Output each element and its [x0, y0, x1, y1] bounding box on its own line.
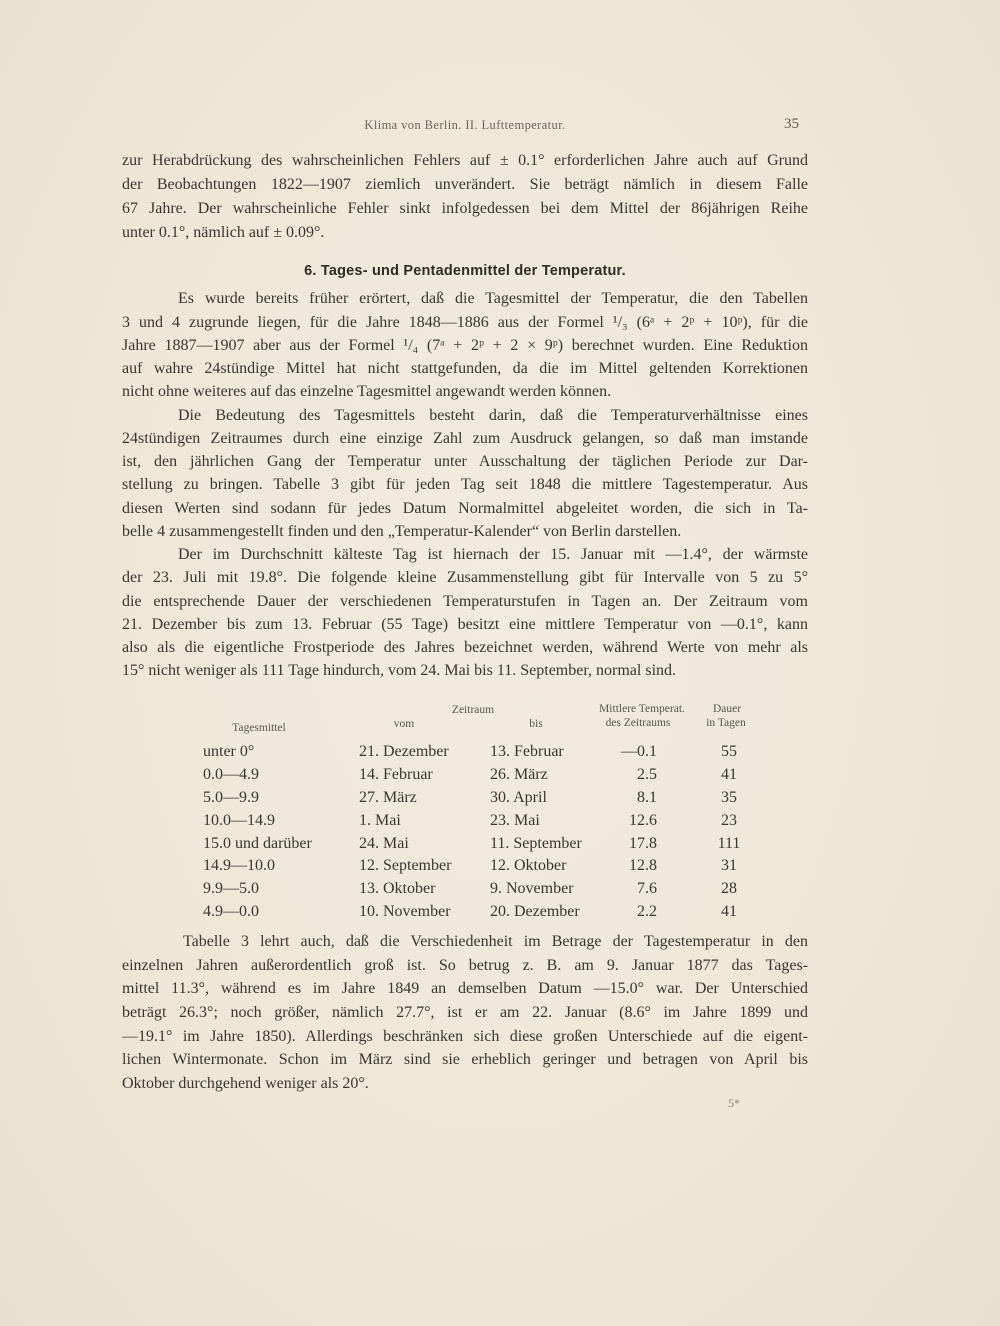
paragraph	[122, 287, 808, 403]
section-body	[122, 287, 808, 682]
cell-mean: 8.1	[637, 788, 657, 806]
section-heading: 6. Tages- und Pentadenmittel der Temperatur.	[304, 263, 626, 279]
text-line: also als die eigentliche Frostperiode des Jahres bezeichnet werden, während Werte von mehr als	[122, 639, 808, 657]
cell-days: 31	[721, 857, 737, 875]
text-line: Oktober durchgehend weniger als 20°.	[122, 1075, 369, 1093]
text-line: mittel 11.3°, während es im Jahre 1849 an demselben Datum —15.0° war. Der Unterschied	[122, 980, 808, 998]
text-line: Tabelle 3 lehrt auch, daß die Verschiedenheit im Betrage der Tagestemperatur in den	[183, 933, 808, 950]
column-header-mean: Mittlere Temperat.	[599, 703, 685, 715]
cell-days: 41	[721, 903, 737, 921]
text-line: der Beobachtungen 1822—1907 ziemlich unverändert. Sie beträgt nämlich in diesem Falle	[122, 176, 808, 193]
text-line: —19.1° im Jahre 1850). Allerdings beschränken sich diese großen Unterschiede auf die eigent-	[122, 1027, 808, 1045]
table-row	[0, 764, 1000, 787]
cell-days: 28	[721, 880, 737, 898]
cell-to: 30. April	[490, 788, 547, 806]
text-line: 67 Jahre. Der wahrscheinliche Fehler sinkt infolgedessen bei dem Mittel der 86jährigen Reihe	[122, 200, 808, 217]
table-row	[0, 833, 1000, 856]
cell-mean: 12.6	[629, 811, 657, 829]
cell-from: 13. Oktober	[359, 880, 436, 898]
column-header-duration: Dauer	[712, 703, 742, 715]
cell-from: 12. September	[359, 857, 452, 875]
text-line: diesen Werten sind sodann für jedes Datum Normalmittel abgeleitet worden, die sich in Ta-	[122, 499, 808, 517]
cell-mean: 17.8	[629, 834, 657, 852]
text-line: auf wahre 24stündige Mittel hat nicht stattgefunden, da die im Mittel geltenden Korrektionen	[122, 360, 808, 378]
cell-from: 10. November	[359, 903, 451, 921]
cell-range: 9.9—5.0	[203, 880, 259, 898]
page-number: 35	[784, 116, 799, 132]
cell-from: 14. Februar	[359, 765, 433, 783]
cell-mean: 7.6	[637, 880, 657, 898]
table-row	[0, 787, 1000, 810]
text-line: Die Bedeutung des Tagesmittels besteht darin, daß die Temperaturverhältnisse eines	[178, 406, 808, 424]
text-line: beträgt 26.3°; noch größer, nämlich 27.7°, ist er am 22. Januar (8.6° im Jahre 1899 und	[122, 1004, 808, 1022]
table-row	[0, 901, 1000, 924]
cell-days: 23	[721, 811, 737, 829]
table-row	[0, 741, 1000, 764]
column-header-duration-sub: in Tagen	[706, 717, 746, 729]
table-row	[0, 810, 1000, 833]
cell-range: 15.0 und darüber	[203, 834, 312, 852]
column-header-range: Tagesmittel	[232, 722, 286, 734]
cell-range: 10.0—14.9	[203, 811, 275, 829]
table-body	[0, 741, 1000, 924]
text-line: 15° nicht weniger als 111 Tage hindurch, vom 24. Mai bis 11. September, normal sind.	[122, 662, 677, 680]
paragraph	[122, 543, 808, 683]
text-line: der 23. Juli mit 19.8°. Die folgende kleine Zusammenstellung gibt für Intervalle von 5 zu 5°	[122, 569, 808, 587]
cell-from: 27. März	[359, 788, 417, 806]
cell-to: 12. Oktober	[490, 857, 567, 875]
text-line: zur Herabdrückung des wahrscheinlichen Fehlers auf ± 0.1° erforderlichen Jahre auch auf Grund	[122, 152, 808, 169]
cell-mean: —0.1	[621, 743, 657, 760]
text-line: 24stündigen Zeitraumes durch eine einzige Zahl zum Ausdruck gelangen, so daß man imstande	[122, 429, 808, 447]
cell-days: 41	[721, 765, 737, 783]
text-line: lichen Wintermonate. Schon im März sind sie erheblich geringer und betragen von April bis	[122, 1051, 808, 1069]
paragraph	[122, 404, 808, 544]
text-line: die entsprechende Dauer der verschiedenen Temperaturstufen in Tagen an. Der Zeitraum vom	[122, 592, 808, 610]
cell-from: 21. Dezember	[359, 743, 449, 760]
table-row	[0, 878, 1000, 901]
cell-range: unter 0°	[203, 743, 255, 760]
cell-from: 1. Mai	[359, 811, 401, 829]
cell-range: 0.0—4.9	[203, 765, 259, 783]
column-header-from: vom	[393, 718, 415, 730]
cell-days: 111	[717, 834, 741, 852]
cell-mean: 12.8	[629, 857, 657, 875]
cell-to: 9. November	[490, 880, 574, 898]
text-line: Es wurde bereits früher erörtert, daß die Tagesmittel der Temperatur, die den Tabellen	[178, 290, 808, 308]
cell-range: 14.9—10.0	[203, 857, 275, 875]
text-line: einzelnen Jahren außerordentlich groß ist. So betrug z. B. am 9. Januar 1877 das Tages-	[122, 956, 808, 974]
cell-mean: 2.5	[637, 765, 657, 783]
text-line: unter 0.1°, nämlich auf ± 0.09°.	[122, 224, 325, 241]
cell-to: 26. März	[490, 765, 548, 783]
cell-range: 5.0—9.9	[203, 788, 259, 806]
text-line: Jahre 1887—1907 aber aus der Formel ¹/₄ (7ᵃ + 2ᵖ + 2 × 9ᵖ) berechnet wurden. Eine Reduktion	[122, 336, 808, 354]
text-line: ist, den jährlichen Gang der Temperatur unter Ausschaltung der täglichen Periode zur Dar-	[122, 453, 808, 471]
paragraph-closing	[122, 930, 808, 1096]
cell-range: 4.9—0.0	[203, 903, 259, 921]
text-line: belle 4 zusammengestellt finden und den „Temperatur-Kalender“ von Berlin darstellen.	[122, 522, 682, 540]
table-row	[0, 855, 1000, 878]
cell-from: 24. Mai	[359, 834, 409, 852]
cell-to: 23. Mai	[490, 811, 540, 829]
cell-days: 35	[721, 788, 737, 806]
cell-mean: 2.2	[637, 903, 657, 921]
cell-to: 11. September	[490, 834, 582, 852]
signature-mark: 5*	[728, 1096, 740, 1110]
text-line: 21. Dezember bis zum 13. Februar (55 Tage) besitzt eine mittlere Temperatur von —0.1°, kann	[122, 615, 808, 633]
text-line: stellung zu bringen. Tabelle 3 gibt für jeden Tag seit 1848 die mittlere Tagestemperatur. Aus	[122, 476, 808, 494]
running-title: Klima von Berlin. II. Lufttemperatur.	[364, 118, 566, 132]
cell-to: 20. Dezember	[490, 903, 580, 921]
column-group-header-period: Zeitraum	[451, 704, 495, 716]
text-line: Der im Durchschnitt kälteste Tag ist hiernach der 15. Januar mit —1.4°, der wärmste	[178, 546, 808, 564]
cell-to: 13. Februar	[490, 743, 564, 760]
paragraph-intro	[122, 149, 808, 245]
text-line: 3 und 4 zugrunde liegen, für die Jahre 1848—1886 aus der Formel ¹/₃ (6ᵃ + 2ᵖ + 10ᵖ), für die	[122, 313, 808, 331]
text-line: nicht ohne weiteres auf das einzelne Tagesmittel angewandt werden können.	[122, 383, 612, 401]
column-header-to: bis	[529, 718, 543, 730]
column-header-mean-sub: des Zeitraums	[605, 717, 671, 729]
cell-days: 55	[721, 743, 737, 760]
